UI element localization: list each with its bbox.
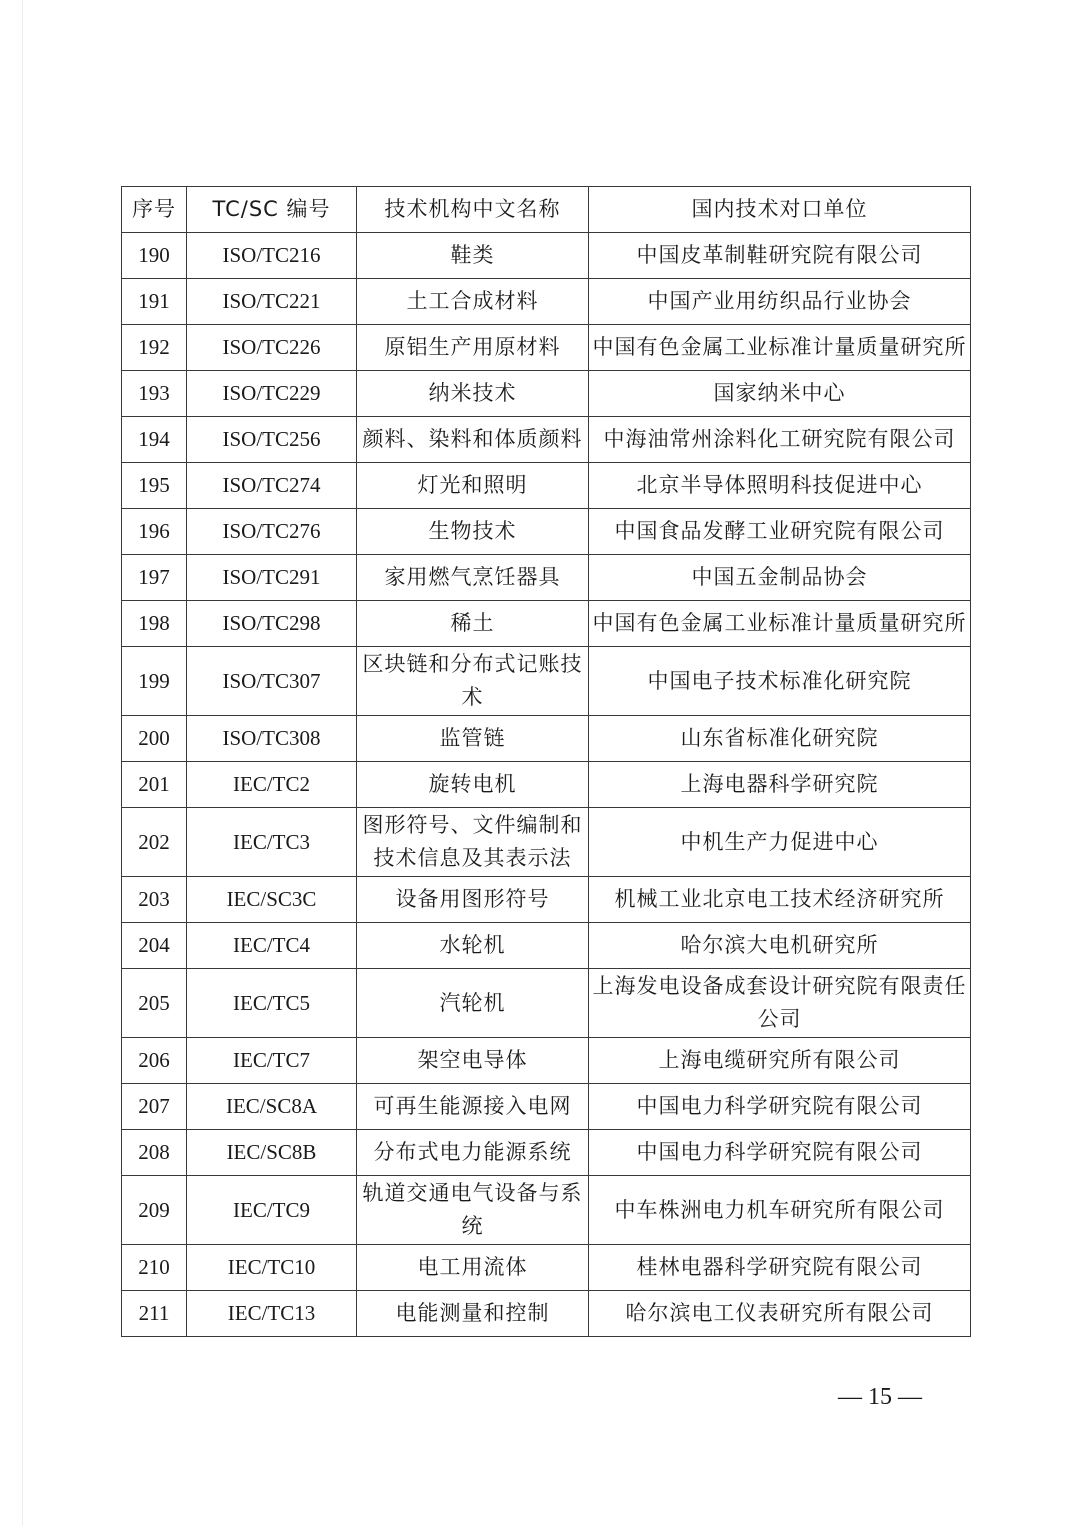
table-row [122, 808, 971, 877]
cell-name: 轨道交通电气设备与系统 [357, 1176, 589, 1245]
cell-seq: 197 [122, 555, 187, 601]
header-seq: 序号 [122, 187, 187, 233]
cell-seq: 198 [122, 601, 187, 647]
cell-name: 灯光和照明 [357, 463, 589, 509]
table-row [122, 555, 971, 601]
cell-unit: 哈尔滨大电机研究所 [589, 923, 971, 969]
cell-code: ISO/TC221 [187, 279, 357, 325]
cell-name: 生物技术 [357, 509, 589, 555]
cell-name: 颜料、染料和体质颜料 [357, 417, 589, 463]
cell-unit: 中车株洲电力机车研究所有限公司 [589, 1176, 971, 1245]
cell-unit: 哈尔滨电工仪表研究所有限公司 [589, 1291, 971, 1337]
page-number: — 15 — [838, 1384, 922, 1410]
table-header-row [122, 187, 971, 233]
table-row [122, 371, 971, 417]
table-row [122, 1176, 971, 1245]
table-row [122, 463, 971, 509]
table-row [122, 647, 971, 716]
cell-code: ISO/TC229 [187, 371, 357, 417]
table-row [122, 1245, 971, 1291]
table-row [122, 233, 971, 279]
cell-name: 分布式电力能源系统 [357, 1130, 589, 1176]
cell-unit: 中国电力科学研究院有限公司 [589, 1084, 971, 1130]
cell-seq: 202 [122, 808, 187, 877]
header-name: 技术机构中文名称 [357, 187, 589, 233]
table-row [122, 969, 971, 1038]
page-edge-line [22, 0, 23, 1526]
cell-code: ISO/TC298 [187, 601, 357, 647]
cell-name: 区块链和分布式记账技术 [357, 647, 589, 716]
cell-seq: 195 [122, 463, 187, 509]
table-row [122, 1130, 971, 1176]
cell-code: ISO/TC307 [187, 647, 357, 716]
cell-code: IEC/TC7 [187, 1038, 357, 1084]
cell-name: 水轮机 [357, 923, 589, 969]
cell-seq: 205 [122, 969, 187, 1038]
cell-seq: 199 [122, 647, 187, 716]
cell-code: ISO/TC276 [187, 509, 357, 555]
cell-seq: 192 [122, 325, 187, 371]
cell-name: 监管链 [357, 716, 589, 762]
cell-code: IEC/TC5 [187, 969, 357, 1038]
cell-unit: 中国五金制品协会 [589, 555, 971, 601]
header-code: TC/SC 编号 [187, 187, 357, 233]
cell-code: IEC/SC3C [187, 877, 357, 923]
cell-name: 纳米技术 [357, 371, 589, 417]
cell-name: 架空电导体 [357, 1038, 589, 1084]
cell-code: ISO/TC226 [187, 325, 357, 371]
cell-code: ISO/TC216 [187, 233, 357, 279]
cell-code: IEC/SC8A [187, 1084, 357, 1130]
cell-name: 电能测量和控制 [357, 1291, 589, 1337]
cell-unit: 中国电力科学研究院有限公司 [589, 1130, 971, 1176]
cell-code: IEC/SC8B [187, 1130, 357, 1176]
cell-seq: 190 [122, 233, 187, 279]
cell-seq: 211 [122, 1291, 187, 1337]
cell-seq: 191 [122, 279, 187, 325]
table-row [122, 716, 971, 762]
cell-unit: 国家纳米中心 [589, 371, 971, 417]
table-row [122, 279, 971, 325]
cell-code: ISO/TC291 [187, 555, 357, 601]
cell-name: 图形符号、文件编制和技术信息及其表示法 [357, 808, 589, 877]
table-row [122, 601, 971, 647]
cell-code: ISO/TC308 [187, 716, 357, 762]
cell-unit: 中国皮革制鞋研究院有限公司 [589, 233, 971, 279]
cell-unit: 上海发电设备成套设计研究院有限责任公司 [589, 969, 971, 1038]
cell-seq: 196 [122, 509, 187, 555]
cell-name: 汽轮机 [357, 969, 589, 1038]
cell-unit: 中国食品发酵工业研究院有限公司 [589, 509, 971, 555]
cell-seq: 200 [122, 716, 187, 762]
cell-code: IEC/TC3 [187, 808, 357, 877]
cell-code: IEC/TC4 [187, 923, 357, 969]
cell-name: 原铝生产用原材料 [357, 325, 589, 371]
cell-unit: 北京半导体照明科技促进中心 [589, 463, 971, 509]
cell-code: ISO/TC274 [187, 463, 357, 509]
table-row [122, 1038, 971, 1084]
cell-seq: 193 [122, 371, 187, 417]
table-row [122, 762, 971, 808]
cell-unit: 机械工业北京电工技术经济研究所 [589, 877, 971, 923]
cell-seq: 209 [122, 1176, 187, 1245]
cell-unit: 中国产业用纺织品行业协会 [589, 279, 971, 325]
cell-name: 土工合成材料 [357, 279, 589, 325]
cell-seq: 204 [122, 923, 187, 969]
cell-code: ISO/TC256 [187, 417, 357, 463]
cell-unit: 桂林电器科学研究院有限公司 [589, 1245, 971, 1291]
cell-code: IEC/TC10 [187, 1245, 357, 1291]
cell-unit: 上海电器科学研究院 [589, 762, 971, 808]
cell-code: IEC/TC13 [187, 1291, 357, 1337]
cell-unit: 中机生产力促进中心 [589, 808, 971, 877]
cell-name: 家用燃气烹饪器具 [357, 555, 589, 601]
cell-seq: 207 [122, 1084, 187, 1130]
cell-name: 电工用流体 [357, 1245, 589, 1291]
cell-unit: 中国电子技术标准化研究院 [589, 647, 971, 716]
table-row [122, 325, 971, 371]
table-row [122, 923, 971, 969]
table-row [122, 509, 971, 555]
table-row [122, 1084, 971, 1130]
cell-code: IEC/TC9 [187, 1176, 357, 1245]
cell-code: IEC/TC2 [187, 762, 357, 808]
cell-name: 旋转电机 [357, 762, 589, 808]
cell-unit: 中国有色金属工业标准计量质量研究所 [589, 601, 971, 647]
cell-unit: 中国有色金属工业标准计量质量研究所 [589, 325, 971, 371]
cell-name: 鞋类 [357, 233, 589, 279]
cell-seq: 203 [122, 877, 187, 923]
cell-name: 设备用图形符号 [357, 877, 589, 923]
technical-committee-table [121, 186, 971, 1337]
cell-seq: 210 [122, 1245, 187, 1291]
cell-seq: 208 [122, 1130, 187, 1176]
cell-seq: 201 [122, 762, 187, 808]
table-row [122, 1291, 971, 1337]
table-row [122, 417, 971, 463]
cell-seq: 194 [122, 417, 187, 463]
header-unit: 国内技术对口单位 [589, 187, 971, 233]
cell-name: 稀土 [357, 601, 589, 647]
cell-unit: 山东省标准化研究院 [589, 716, 971, 762]
cell-unit: 中海油常州涂料化工研究院有限公司 [589, 417, 971, 463]
cell-unit: 上海电缆研究所有限公司 [589, 1038, 971, 1084]
cell-name: 可再生能源接入电网 [357, 1084, 589, 1130]
cell-seq: 206 [122, 1038, 187, 1084]
table-row [122, 877, 971, 923]
